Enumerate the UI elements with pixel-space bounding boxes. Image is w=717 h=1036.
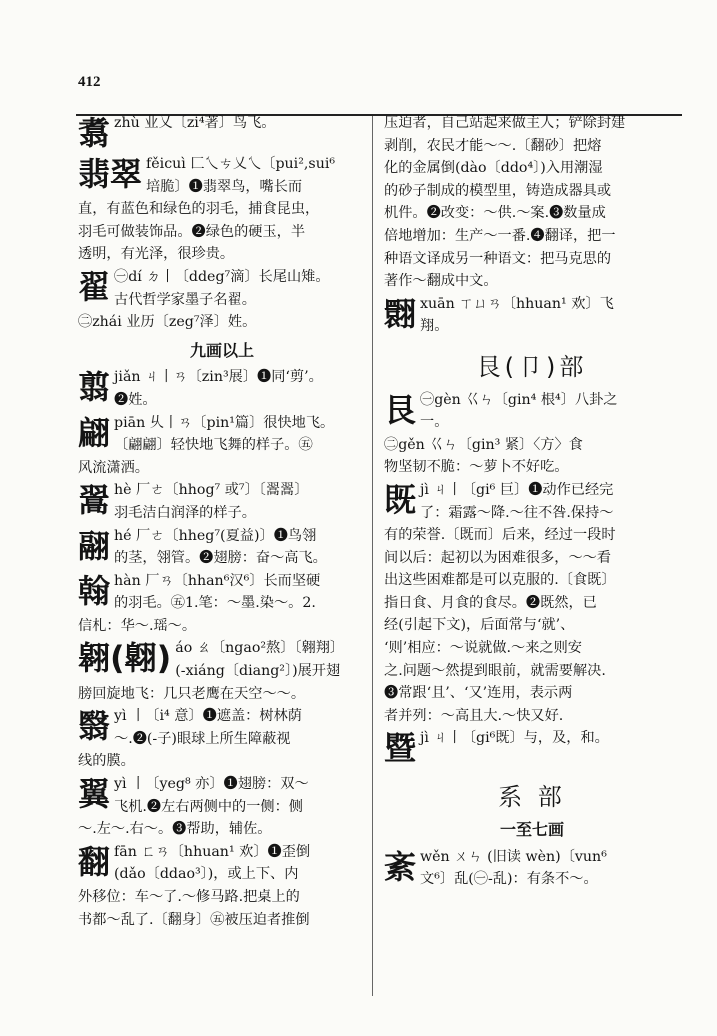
entry-line: ～.❷(-子)眼球上所生障蔽视 <box>114 730 291 747</box>
dictionary-entry <box>78 112 366 153</box>
dictionary-entry <box>384 479 680 728</box>
entry-line: 飞机.❷左右两侧中的一侧：侧 <box>114 798 303 815</box>
radical-heading: 系 部 <box>498 783 566 812</box>
entry-line: 的羽毛。㊄1.笔：～墨.染～。2. <box>114 595 316 612</box>
entry-line: 翔。 <box>420 318 449 335</box>
dictionary-entry <box>384 389 680 479</box>
entry-headword: 翥 <box>78 114 111 152</box>
entry-line: 指日食、月食的食尽。❷既然，已 <box>384 594 597 611</box>
dictionary-entry <box>78 525 366 570</box>
entry-line: 透明，有光泽，很珍贵。 <box>78 246 235 263</box>
entry-line: 文⁶〕乱(㊀-乱)：有条不～。 <box>420 871 598 888</box>
entry-line: 羽毛可做装饰品。❷绿色的硬玉，半 <box>78 223 306 240</box>
dictionary-entry <box>384 293 680 338</box>
entry-line: 者并列：～高且大.～快又好. <box>384 707 564 724</box>
entry-headword: 翩 <box>78 413 111 452</box>
entry-line: ㊁gěn 巜ㄣ〔gin³ 紧〕〈方〉食 <box>384 436 583 453</box>
entry-line: 直，有蓝色和绿色的羽毛，捕食昆虫， <box>78 201 320 218</box>
entry-line: xuān ㄒㄩㄢ〔hhuan¹ 欢〕飞 <box>420 295 614 312</box>
entry-line: (dǎo〔ddao³〕)，或上下、内 <box>114 866 299 883</box>
entry-line: 出这些困难都是可以克服的.〔食既〕 <box>384 572 616 589</box>
entry-line: 线的膜。 <box>78 753 135 770</box>
entry-headword: 艮 <box>384 390 417 429</box>
entry-line: 倍地增加：生产～一番.❹翻译，把一 <box>384 227 616 244</box>
left-column <box>78 112 366 931</box>
entry-line: 间以后：起初以为困难很多，～～看 <box>384 549 612 566</box>
entry-headword: 翟 <box>78 267 111 306</box>
entry-line: ❸常跟‘且’、‘又’连用，表示两 <box>384 685 573 702</box>
entry-headword: 翰 <box>78 571 111 610</box>
entry-line: (-xiáng〔diang²〕)展开翅 <box>175 663 341 680</box>
entry-line: ㊀gèn 巜ㄣ〔gin⁴ 根⁴〕八卦之 <box>420 391 618 408</box>
dictionary-entry <box>78 479 366 524</box>
entry-line: hè 厂ㄜ〔hhog⁷ 或⁷〕〔翯翯〕 <box>114 482 309 499</box>
dictionary-entry <box>384 727 680 768</box>
entry-line: 种语文译成另一种语文：把马克思的 <box>384 250 612 267</box>
dictionary-entry <box>78 153 366 266</box>
entry-line: ❷姓。 <box>114 391 157 408</box>
entry-headword: 翼 <box>78 775 111 814</box>
entry-continuation <box>384 112 680 293</box>
entry-line: jì ㄐ丨〔gi⁶ 巨〕❶动作已经完 <box>420 481 614 498</box>
entry-headword: 翯 <box>78 481 111 520</box>
entry-line: 的砂子制成的模型里，铸造成器具或 <box>384 182 612 199</box>
entry-line: 了：霜露～降.～往不咎.保持～ <box>420 504 614 521</box>
entry-line: 物坚韧不脆：～萝卜不好吃。 <box>384 459 569 476</box>
entry-headword: 翻 <box>78 842 111 881</box>
entry-line: 剥削，农民才能～～.〔翻砂〕把熔 <box>384 137 602 154</box>
entry-line: jì ㄐ丨〔gi⁶既〕与，及，和。 <box>420 730 609 747</box>
entry-line: hàn 厂ㄢ〔hhan⁶汉⁶〕长而坚硬 <box>114 572 321 589</box>
dictionary-entry <box>78 412 366 480</box>
entry-headword: 翡翠 <box>78 155 143 193</box>
entry-headword: 翱(翺) <box>78 639 172 678</box>
entry-line: zhù 业乂〔zi⁴著〕鸟飞。 <box>114 115 276 131</box>
entry-line: 化的金属倒(dào〔ddo⁴〕)入用潮湿 <box>384 160 603 177</box>
entry-line: ～.左～.右～。❸帮助，辅佐。 <box>78 821 272 838</box>
entry-line: fān ㄈㄢ〔hhuan¹ 欢〕❶歪倒 <box>114 843 311 860</box>
entry-line: 培脆〕❶翡翠鸟，嘴长而 <box>146 178 303 195</box>
entry-line: 有的荣誉.〔既而〕后来，经过一段时 <box>384 527 616 544</box>
entry-line: 古代哲学家墨子名翟。 <box>114 291 256 308</box>
page-number: 412 <box>78 74 101 90</box>
dictionary-entry <box>78 773 366 841</box>
section-heading: 九画以上 <box>189 340 254 360</box>
entry-line: jiǎn ㄐ丨ㄢ〔zin³展〕❶同‘剪’。 <box>114 369 323 386</box>
entry-headword: 翮 <box>78 526 111 565</box>
entry-headword: 紊 <box>384 847 417 886</box>
dictionary-entry <box>78 637 366 705</box>
entry-line: 的茎，翎管。❷翅膀：奋～高飞。 <box>114 550 327 567</box>
section-heading: 一至七画 <box>499 820 564 840</box>
entry-line: 机件。❷改变：～供.～案.❸数量成 <box>384 205 606 222</box>
entry-line: yì 丨〔i⁴ 意〕❶遮盖：树林荫 <box>114 708 302 725</box>
entry-line: 一。 <box>420 414 449 431</box>
entry-line: 之.问题～然提到眼前，就需要解决. <box>384 662 606 679</box>
entry-line: piān 乆丨ㄢ〔pin¹篇〕很快地飞。 <box>114 414 335 431</box>
dictionary-entry <box>78 266 366 334</box>
entry-headword: 翾 <box>384 294 417 333</box>
dictionary-entry <box>78 570 366 638</box>
dictionary-entry <box>78 841 366 931</box>
entry-headword: 暨 <box>384 729 417 768</box>
entry-headword: 翦 <box>78 368 111 407</box>
radical-heading: 艮(卩)部 <box>476 352 588 381</box>
entry-line: fěicuì 匚乀ㄘ乂乀〔pui²,sui⁶ <box>146 156 336 172</box>
entry-line: 羽毛洁白润泽的样子。 <box>114 504 256 521</box>
entry-line: 外移位：车～了.～修马路.把桌上的 <box>78 889 300 905</box>
column-divider <box>372 116 373 996</box>
entry-line: yì 丨〔yeg⁸ 亦〕❶翅膀：双～ <box>114 776 309 793</box>
entry-headword: 翳 <box>78 707 111 746</box>
entry-line: wěn ㄨㄣ (旧读 wèn)〔vun⁶ <box>420 848 607 865</box>
dictionary-entry <box>78 705 366 773</box>
entry-line: 信札：华～.瑶～。 <box>78 617 197 634</box>
entry-line: 风流潇洒。 <box>78 459 149 476</box>
entry-line: 〔翩翩〕轻快地飞舞的样子。㊄ <box>114 437 313 454</box>
entry-line: 著作～翻成中文。 <box>384 273 498 290</box>
entry-line: ㊀dí ㄉ丨〔ddeg⁷滴〕长尾山雉。 <box>114 268 330 285</box>
right-column <box>384 112 680 891</box>
entry-line: ‘则’相应：～说就做.～来之则安 <box>384 640 582 657</box>
entry-line: áo ㄠ〔ngao²熬〕〔翱翔〕 <box>175 640 345 657</box>
entry-line: 经(引起下文)，后面常与‘就’、 <box>384 617 575 634</box>
entry-line: 压迫者，自己站起来做主人；铲除封建 <box>384 115 626 131</box>
entry-line: 书都～乱了.〔翻身〕㊄被压迫者推倒 <box>78 911 310 928</box>
dictionary-entry <box>78 366 366 411</box>
entry-line: hé 厂ㄜ〔hheg⁷(夏益)〕❶鸟翎 <box>114 527 317 544</box>
entry-headword: 既 <box>384 480 417 519</box>
entry-line: ㊁zhái 业历〔zeg⁷泽〕姓。 <box>78 314 257 331</box>
dictionary-entry <box>384 846 680 891</box>
entry-line: 膀回旋地飞：几只老鹰在天空～～。 <box>78 685 306 702</box>
